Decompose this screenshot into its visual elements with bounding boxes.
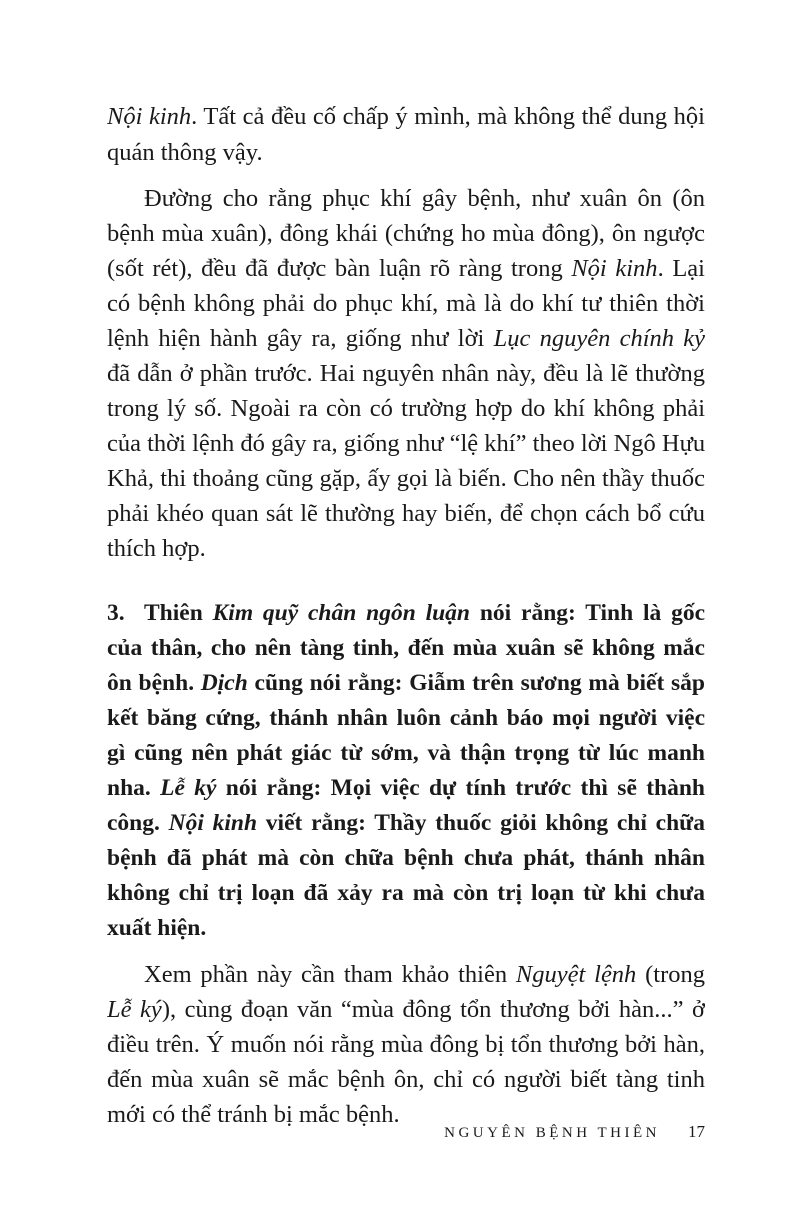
running-title: NGUYÊN BỆNH THIÊN: [444, 1125, 660, 1141]
text-line: gì cũng nên phát giác từ sớm, và thận trọng từ lúc manh: [107, 740, 705, 766]
text-line: lệnh hiện hành gây ra, giống như lời Lục nguyên chính kỷ: [107, 325, 705, 352]
italic-title: Dịch: [200, 670, 248, 696]
item-number: 3.: [107, 600, 125, 626]
text-line: Lễ ký), cùng đoạn văn “mùa đông tổn thương bởi hàn...” ở: [107, 996, 705, 1023]
text-line: quán thông vậy.: [107, 139, 263, 166]
text-line: 3. Thiên Kim quỹ chân ngôn luận nói rằng: Tinh là gốc: [107, 600, 705, 626]
text-line: Xem phần này cần tham khảo thiên Nguyệt lệnh (trong: [144, 961, 705, 988]
text-line: xuất hiện.: [107, 915, 207, 941]
text-line: công. Nội kinh viết rằng: Thầy thuốc giỏi không chỉ chữa: [107, 810, 705, 836]
italic-title: Nguyệt lệnh: [515, 961, 637, 988]
text-line: bệnh mùa xuân), đông khái (chứng ho mùa đông), ôn ngược: [107, 220, 705, 247]
text-line: bệnh đã phát mà còn chữa bệnh chưa phát, thánh nhân: [107, 845, 705, 871]
italic-title: Nội kinh: [107, 103, 192, 130]
text-line: mới có thể tránh bị mắc bệnh.: [107, 1101, 400, 1128]
italic-title: Kim quỹ chân ngôn luận: [212, 600, 471, 626]
text-line: đến mùa xuân sẽ mắc bệnh ôn, chỉ có người biết tàng tinh: [107, 1066, 705, 1093]
italic-title: Lễ ký: [107, 996, 162, 1023]
text-line: của thời lệnh đó gây ra, giống như “lệ khí” theo lời Ngô Hựu: [107, 430, 705, 457]
text-line: Khả, thi thoảng cũng gặp, ấy gọi là biến. Cho nên thầy thuốc: [107, 465, 705, 492]
page-number: 17: [688, 1122, 705, 1141]
text-line: không chỉ trị loạn đã xảy ra mà còn trị loạn từ khi chưa: [107, 880, 705, 906]
italic-title: Lục nguyên chính kỷ: [493, 325, 705, 352]
text-line: trong lý số. Ngoài ra còn có trường hợp do khí không phải: [107, 395, 705, 422]
text-line: thích hợp.: [107, 535, 206, 562]
page-footer: [107, 1122, 705, 1152]
book-page: [107, 0, 705, 1211]
text-line: kết băng cứng, thánh nhân luôn cảnh báo mọi người việc: [107, 705, 705, 731]
text-line: (sốt rét), đều đã được bàn luận rõ ràng trong Nội kinh. Lại: [107, 255, 705, 282]
italic-title: Nội kinh: [571, 255, 658, 282]
text-line: phải khéo quan sát lẽ thường hay biến, để chọn cách bổ cứu: [107, 500, 705, 527]
text-line: nha. Lễ ký nói rằng: Mọi việc dự tính trước thì sẽ thành: [107, 775, 705, 801]
text-line: Đường cho rằng phục khí gây bệnh, như xuân ôn (ôn: [144, 185, 705, 212]
text-line: đã dẫn ở phần trước. Hai nguyên nhân này, đều là lẽ thường: [107, 360, 705, 387]
text-line: điều trên. Ý muốn nói rằng mùa đông bị tổn thương bởi hàn,: [107, 1031, 705, 1058]
text-line: có bệnh không phải do phục khí, mà là do khí tư thiên thời: [107, 290, 705, 317]
text-line: Nội kinh. Tất cả đều cố chấp ý mình, mà không thể dung hội: [107, 103, 705, 130]
italic-title: Nội kinh: [168, 810, 258, 836]
text-line: ôn bệnh. Dịch cũng nói rằng: Giẫm trên sương mà biết sắp: [107, 670, 705, 696]
text-line: của thân, cho nên tàng tinh, đến mùa xuân sẽ không mắc: [107, 635, 705, 661]
italic-title: Lễ ký: [160, 775, 217, 801]
